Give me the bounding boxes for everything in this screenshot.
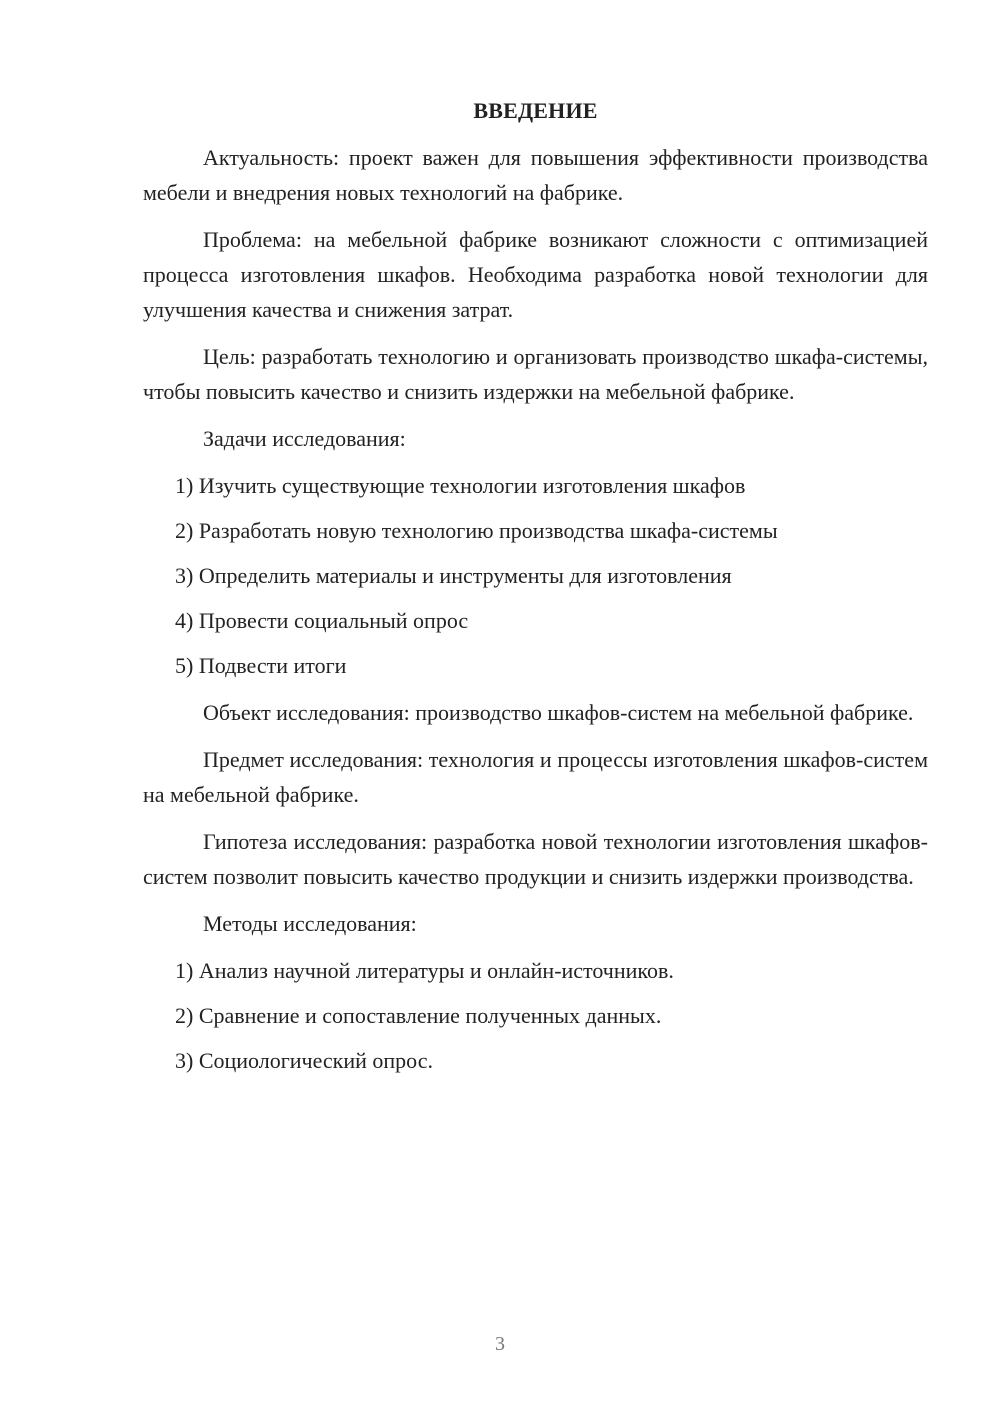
list-item: 2) Сравнение и сопоставление полученных данных. bbox=[175, 1003, 662, 1028]
methods-list bbox=[143, 953, 928, 1078]
tasks-list bbox=[143, 468, 928, 683]
paragraph-goal: Цель: разработать технологию и организовать производство шкафа-системы, чтобы повысить качество и снизить издержки на мебельной фабрике. bbox=[143, 344, 928, 404]
list-item: 2) Разработать новую технологию производства шкафа-системы bbox=[175, 518, 778, 543]
paragraph-problem: Проблема: на мебельной фабрике возникают сложности с оптимизацией процесса изготовления шкафов. Необходима разработка новой технологии для улучшения качества и снижения затрат. bbox=[143, 227, 928, 322]
list-item: 1) Изучить существующие технологии изготовления шкафов bbox=[175, 473, 746, 498]
list-item: 5) Подвести итоги bbox=[175, 653, 347, 678]
paragraph-relevance: Актуальность: проект важен для повышения эффективности производства мебели и внедрения новых технологий на фабрике. bbox=[143, 145, 928, 205]
methods-heading: Методы исследования: bbox=[203, 911, 417, 936]
paragraph-subject: Предмет исследования: технология и процессы изготовления шкафов-систем на мебельной фабрике. bbox=[143, 747, 928, 807]
paragraph-hypothesis: Гипотеза исследования: разработка новой технологии изготовления шкафов-систем позволит повысить качество продукции и снизить издержки производства. bbox=[143, 829, 928, 889]
list-item: 3) Определить материалы и инструменты для изготовления bbox=[175, 563, 732, 588]
list-item: 3) Социологический опрос. bbox=[175, 1048, 433, 1073]
paragraph-object: Объект исследования: производство шкафов-систем на мебельной фабрике. bbox=[203, 700, 914, 725]
list-item: 1) Анализ научной литературы и онлайн-источников. bbox=[175, 958, 674, 983]
tasks-heading: Задачи исследования: bbox=[203, 426, 406, 451]
page-number: 3 bbox=[495, 1333, 505, 1355]
document-page bbox=[143, 96, 928, 1090]
list-item: 4) Провести социальный опрос bbox=[175, 608, 469, 633]
document-title: ВВЕДЕНИЕ bbox=[473, 98, 598, 123]
